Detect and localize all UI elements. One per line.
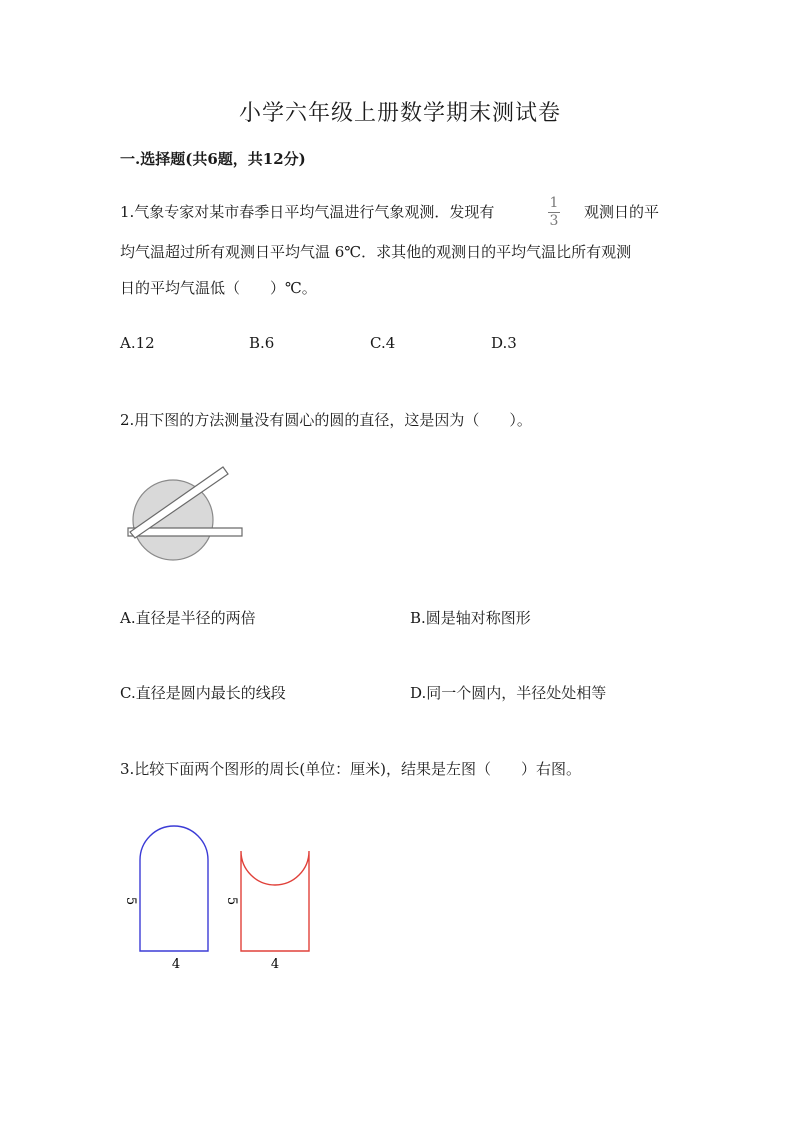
q1-line1-a: 1.气象专家对某市春季日平均气温进行气象观测．发现有 [120, 203, 495, 221]
q2-option-b[interactable]: B.圆是轴对称图形 [410, 609, 531, 627]
page-title: 小学六年级上册数学期末测试卷 [238, 101, 561, 126]
q1-option-a[interactable]: A.12 [120, 334, 155, 352]
right-figure-shape [241, 851, 309, 951]
right-width-label: 4 [270, 957, 280, 972]
q1-fraction [544, 196, 564, 229]
q2-text: 2.用下图的方法测量没有圆心的圆的直径，这是因为（ ）。 [120, 411, 532, 429]
q2-option-d[interactable]: D.同一个圆内，半径处处相等 [410, 684, 607, 702]
circle-ruler-figure [120, 462, 250, 562]
fraction-denominator: 3 [549, 213, 559, 229]
perimeter-figures [115, 815, 330, 980]
q1-line1-b: 观测日的平 [584, 203, 660, 221]
q1-line2: 均气温超过所有观测日平均气温 6℃．求其他的观测日的平均气温比所有观测 [120, 243, 632, 261]
section-heading: 一.选择题(共6题，共12分) [120, 150, 306, 168]
left-width-label: 4 [171, 957, 181, 972]
left-height-label: 5 [123, 896, 138, 906]
q2-option-a[interactable]: A.直径是半径的两倍 [120, 609, 256, 627]
fraction-numerator: 1 [549, 195, 559, 211]
q3-text: 3.比较下面两个图形的周长(单位：厘米)，结果是左图（ ）右图。 [120, 760, 582, 778]
q1-line3: 日的平均气温低（ ）℃。 [120, 279, 317, 297]
q1-option-c[interactable]: C.4 [370, 334, 396, 352]
q1-option-b[interactable]: B.6 [249, 334, 275, 352]
q1-option-d[interactable]: D.3 [491, 334, 517, 352]
q2-option-c[interactable]: C.直径是圆内最长的线段 [120, 684, 286, 702]
left-figure-shape [140, 826, 208, 951]
right-height-label: 5 [224, 896, 239, 906]
